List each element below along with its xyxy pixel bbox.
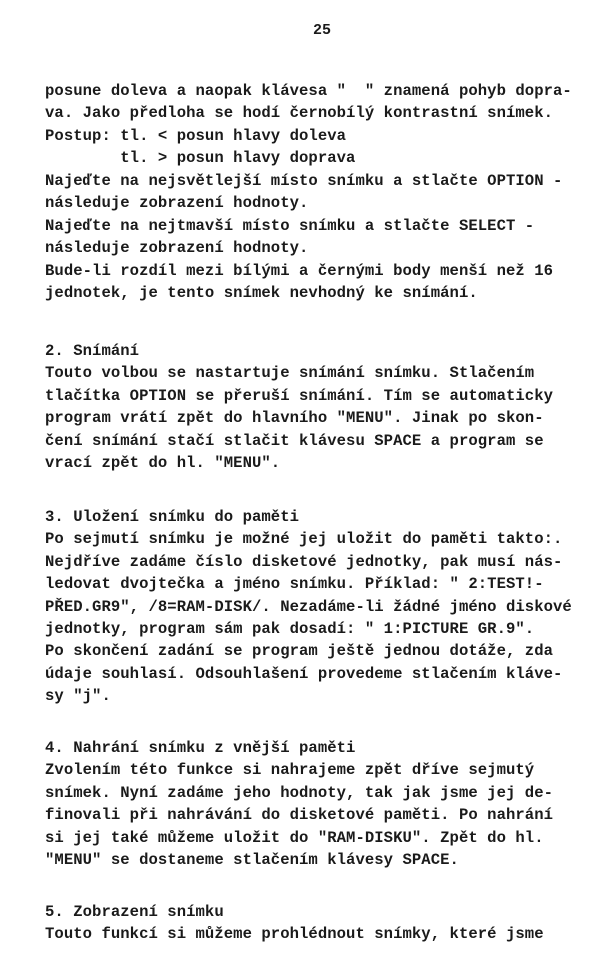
text-line: čení snímání stačí stlačit klávesu SPACE a program se (45, 432, 544, 450)
text-line: snímek. Nyní zadáme jeho hodnoty, tak jak jsme jej de- (45, 784, 554, 802)
text-line: Zvolením této funkce si nahrajeme zpět dříve sejmutý (45, 761, 535, 779)
text-line: program vrátí zpět do hlavního "MENU". Jinak po skon- (45, 409, 544, 427)
text-line: sy "j". (45, 687, 111, 705)
text-line: údaje souhlasí. Odsouhlašení provedeme stlačením kláve- (45, 665, 563, 683)
text-line: Nejdříve zadáme číslo disketové jednotky, pak musí nás- (45, 553, 563, 571)
text-line: Po skončení zadání se program ještě jednou dotáže, zda (45, 642, 554, 660)
text-line: tl. > posun hlavy doprava (45, 149, 356, 167)
section-heading: 3. Uložení snímku do paměti (45, 508, 300, 526)
text-line: Touto volbou se nastartuje snímání snímku. Stlačením (45, 364, 535, 382)
text-line: jednotky, program sám pak dosadí: " 1:PICTURE GR.9". (45, 620, 535, 638)
text-line: posune doleva a naopak klávesa " " znamená pohyb dopra- (45, 82, 572, 100)
text-line: Postup: tl. < posun hlavy doleva (45, 127, 347, 145)
text-line: vrací zpět do hl. "MENU". (45, 454, 281, 472)
text-line: Bude-li rozdíl mezi bílými a černými body menší než 16 (45, 262, 554, 280)
text-line: Po sejmutí snímku je možné jej uložit do paměti takto:. (45, 530, 563, 548)
page-number: 25 (312, 22, 331, 39)
text-line: tlačítka OPTION se přeruší snímání. Tím se automaticky (45, 387, 554, 405)
text-line: "MENU" se dostaneme stlačením klávesy SPACE. (45, 851, 459, 869)
text-line: va. Jako předloha se hodí černobílý kontrastní snímek. (45, 104, 554, 122)
text-line: finovali při nahrávání do disketové paměti. Po nahrání (45, 806, 554, 824)
text-line: ledovat dvojtečka a jméno snímku. Příklad: " 2:TEST!- (45, 575, 544, 593)
text-line: si jej také můžeme uložit do "RAM-DISKU". Zpět do hl. (45, 829, 544, 847)
section-heading: 5. Zobrazení snímku (45, 903, 224, 921)
text-line: Najeďte na nejtmavší místo snímku a stlačte SELECT - (45, 217, 535, 235)
section-heading: 2. Snímání (45, 342, 140, 360)
text-line: následuje zobrazení hodnoty. (45, 194, 309, 212)
section-heading: 4. Nahrání snímku z vnější paměti (45, 739, 356, 757)
text-line: následuje zobrazení hodnoty. (45, 239, 309, 257)
text-line: Najeďte na nejsvětlejší místo snímku a stlačte OPTION - (45, 172, 563, 190)
text-line: Touto funkcí si můžeme prohlédnout snímky, které jsme (45, 925, 544, 943)
text-line: PŘED.GR9", /8=RAM-DISK/. Nezadáme-li žádné jméno diskové (45, 598, 572, 616)
text-line: jednotek, je tento snímek nevhodný ke snímání. (45, 284, 478, 302)
